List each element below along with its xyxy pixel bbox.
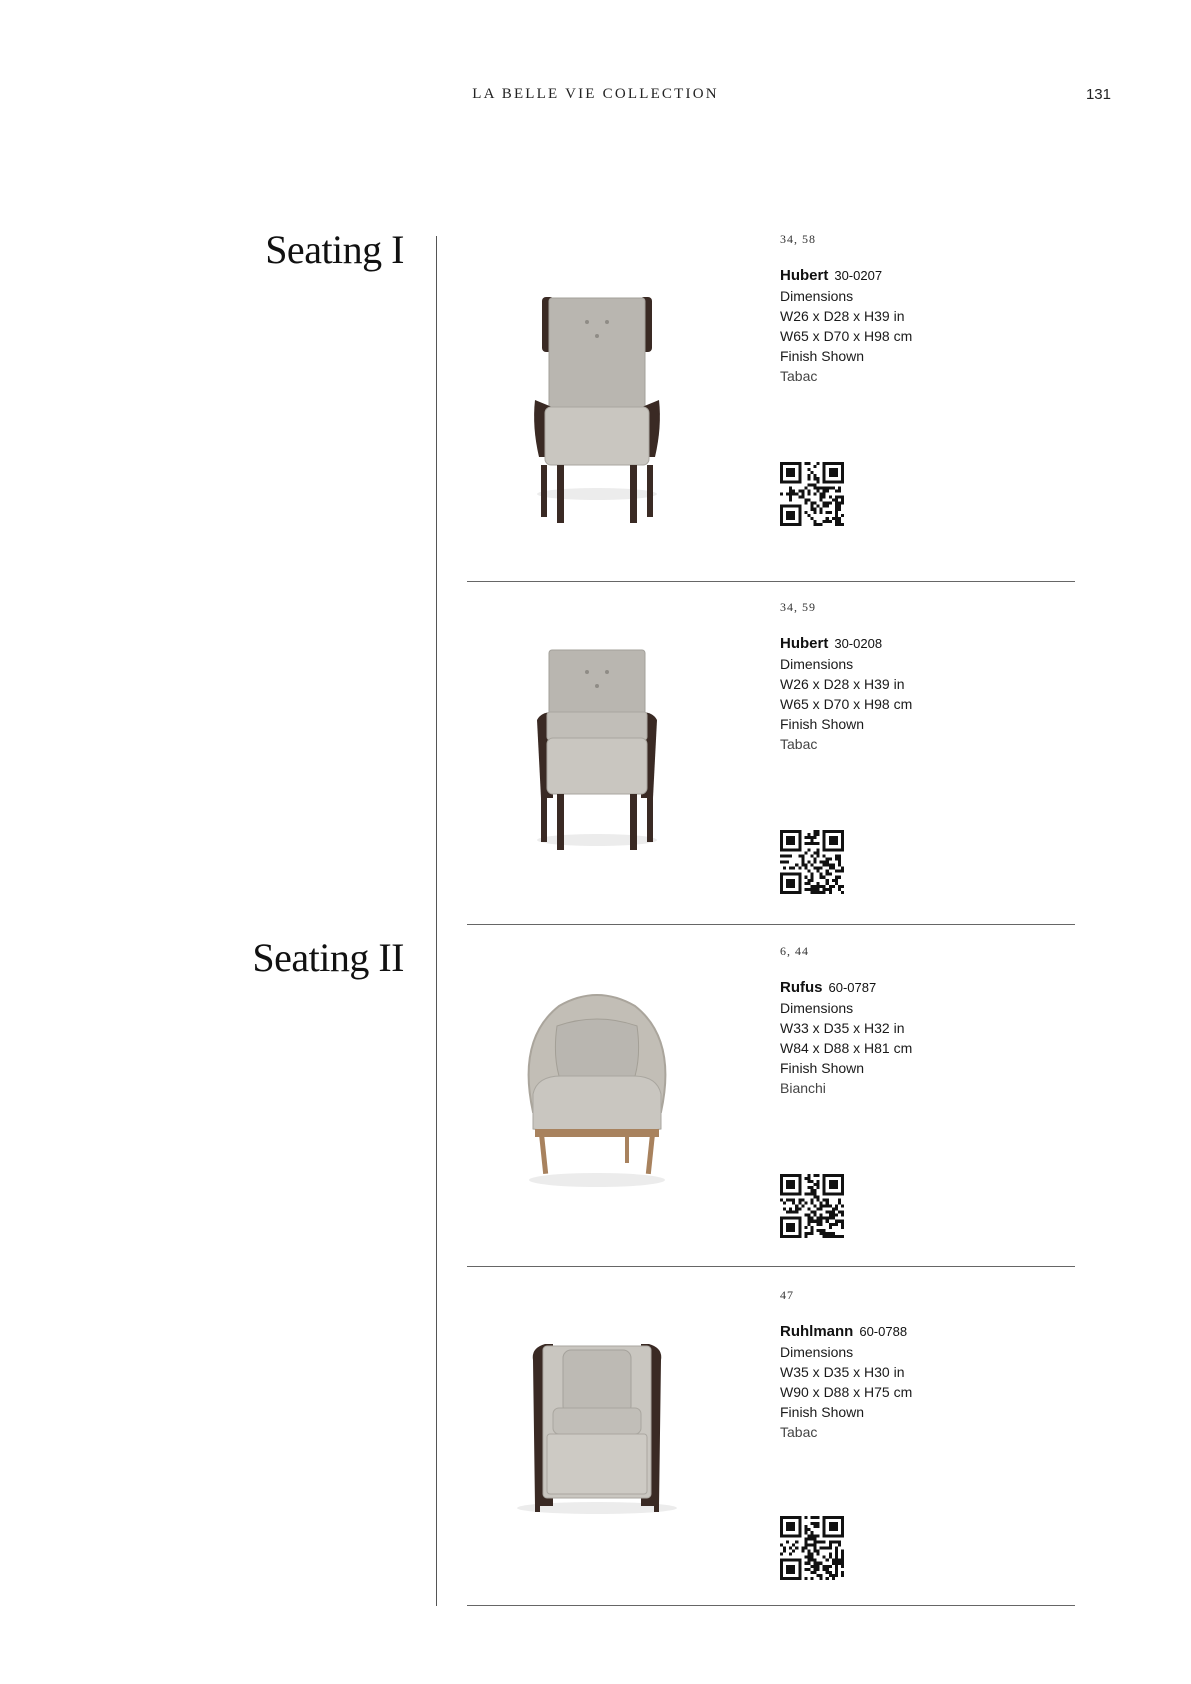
divider-rule [467, 1266, 1075, 1267]
product-code: 60-0787 [828, 980, 877, 995]
product-title [780, 634, 1070, 654]
product-card [467, 1288, 1075, 1628]
dimensions-cm: W90 x D88 x H75 cm [780, 1384, 913, 1400]
product-name: Hubert [780, 635, 829, 652]
dimensions-inches: W35 x D35 x H30 in [780, 1364, 905, 1380]
qr-code-icon[interactable] [780, 462, 844, 526]
vertical-divider [436, 236, 437, 1606]
qr-code-icon[interactable] [780, 1516, 844, 1580]
dimensions-cm: W65 x D70 x H98 cm [780, 328, 913, 344]
product-card [467, 944, 1075, 1284]
product-code: 60-0788 [859, 1324, 908, 1339]
finish-label: Finish Shown [780, 716, 865, 732]
finish-value: Tabac [780, 1424, 818, 1440]
product-name: Ruhlmann [780, 1323, 854, 1340]
divider-rule [467, 581, 1075, 582]
page-reference: 34, 59 [780, 600, 816, 614]
product-name: Rufus [780, 979, 823, 996]
finish-label: Finish Shown [780, 1060, 865, 1076]
finish-value: Tabac [780, 368, 818, 384]
finish-label: Finish Shown [780, 348, 865, 364]
dimensions-cm: W65 x D70 x H98 cm [780, 696, 913, 712]
section-heading-seating-2: Seating II [252, 935, 404, 980]
divider-rule [467, 924, 1075, 925]
finish-value: Bianchi [780, 1080, 826, 1096]
product-card [467, 600, 1075, 940]
finish-value: Tabac [780, 736, 818, 752]
product-code: 30-0208 [834, 636, 883, 651]
dimensions-inches: W26 x D28 x H39 in [780, 308, 905, 324]
section-heading-seating-1: Seating I [265, 227, 404, 272]
page-reference: 6, 44 [780, 944, 809, 958]
qr-code-icon[interactable] [780, 1174, 844, 1238]
divider-rule [467, 1605, 1075, 1606]
dimensions-label: Dimensions [780, 1000, 854, 1016]
header-title: LA BELLE VIE COLLECTION [472, 86, 719, 102]
product-card [467, 232, 1075, 572]
side-chair-image [497, 232, 697, 562]
product-title [780, 1322, 1070, 1342]
lounge-chair-image [497, 944, 697, 1274]
dimensions-label: Dimensions [780, 656, 854, 672]
dimensions-label: Dimensions [780, 1344, 854, 1360]
product-title [780, 978, 1070, 998]
dimensions-label: Dimensions [780, 288, 854, 304]
qr-code-icon[interactable] [780, 830, 844, 894]
product-title [780, 266, 1070, 286]
arm-chair-image [497, 600, 697, 930]
product-code: 30-0207 [834, 268, 883, 283]
club-chair-image [497, 1288, 697, 1618]
page-reference: 34, 58 [780, 232, 816, 246]
product-name: Hubert [780, 267, 829, 284]
dimensions-inches: W33 x D35 x H32 in [780, 1020, 905, 1036]
page-number: 131 [1085, 86, 1111, 103]
finish-label: Finish Shown [780, 1404, 865, 1420]
dimensions-cm: W84 x D88 x H81 cm [780, 1040, 913, 1056]
dimensions-inches: W26 x D28 x H39 in [780, 676, 905, 692]
page-reference: 47 [780, 1288, 794, 1302]
